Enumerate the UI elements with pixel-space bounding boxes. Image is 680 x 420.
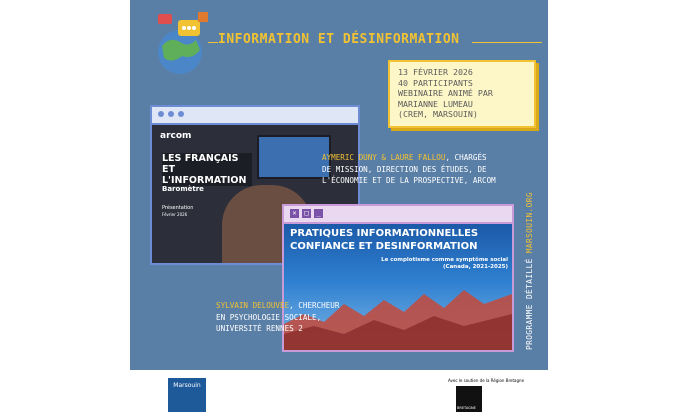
poster xyxy=(130,0,548,420)
window-titlebar xyxy=(152,107,358,125)
support-text: Avec le soutien de la Région Bretagne xyxy=(448,378,525,383)
globe-icon xyxy=(148,6,212,76)
program-label: PROGRAMME DÉTAILLÉ xyxy=(525,253,534,350)
slide1-subtitle: Baromètre xyxy=(162,185,204,193)
marsouin-logo: Marsouin xyxy=(168,378,206,412)
slide2-period: (Canada, 2021-2025) xyxy=(443,264,508,270)
footer xyxy=(130,370,548,420)
maximize-icon: □ xyxy=(302,209,311,218)
speaker2 xyxy=(216,300,339,335)
event-note xyxy=(388,60,536,128)
event-format: WEBINAIRE ANIMÉ PAR xyxy=(398,88,493,98)
slide1-date: Février 2026 xyxy=(162,212,188,217)
page-title: INFORMATION ET DÉSINFORMATION xyxy=(218,32,460,47)
speaker2-line3: UNIVERSITÉ RENNES 2 xyxy=(216,324,303,333)
speaker1-name: AYMERIC DUNY & LAURE FALLOU xyxy=(322,153,446,162)
arcom-logo: arcom xyxy=(160,131,192,141)
speaker1-line3: L'ÉCONOMIE ET DE LA PROSPECTIVE, ARCOM xyxy=(322,176,496,185)
window-dot-icon xyxy=(168,111,174,117)
speaker1 xyxy=(322,152,496,187)
speaker1-role: , CHARGÉS xyxy=(445,153,487,162)
close-icon: ✕ xyxy=(290,209,299,218)
event-participants: 40 PARTICIPANTS xyxy=(398,77,473,88)
slide2-title-line1: PRATIQUES INFORMATIONNELLES xyxy=(290,228,479,239)
slide2-subtitle: Le complotisme comme symptôme social xyxy=(381,257,508,263)
speaker2-name: SYLVAIN DELOUVÉE xyxy=(216,301,290,310)
speaker2-role: , CHERCHEUR xyxy=(289,301,340,310)
slide1-title xyxy=(162,153,252,186)
event-host-org: (CREM, MARSOUIN) xyxy=(398,109,478,119)
event-host: MARIANNE LUMEAU xyxy=(398,98,473,109)
program-url[interactable]: MARSOUIN.ORG xyxy=(525,192,534,254)
slide2-title-line2: CONFIANCE ET DESINFORMATION xyxy=(290,241,478,252)
speaker1-line2: DE MISSION, DIRECTION DES ÉTUDES, DE xyxy=(322,164,487,174)
window-dot-icon xyxy=(158,111,164,117)
bretagne-logo xyxy=(456,386,482,412)
tv-image xyxy=(257,135,331,179)
minimize-icon: _ xyxy=(314,209,323,218)
slide1-title-line1: LES FRANÇAIS ET xyxy=(162,153,239,175)
event-date: 13 FÉVRIER 2026 xyxy=(398,67,473,77)
window-dot-icon xyxy=(178,111,184,117)
bretagne-logo-text: BRETAGNE xyxy=(457,406,476,410)
slide1-title-line2: L'INFORMATION xyxy=(162,175,247,186)
program-link[interactable] xyxy=(525,192,534,350)
speaker2-line2: EN PSYCHOLOGIE SOCIALE, xyxy=(216,312,322,322)
title-rule-left xyxy=(208,42,218,43)
slide1-presentation: Présentation xyxy=(162,205,194,211)
window-titlebar xyxy=(284,206,512,224)
title-rule-right xyxy=(472,42,542,43)
